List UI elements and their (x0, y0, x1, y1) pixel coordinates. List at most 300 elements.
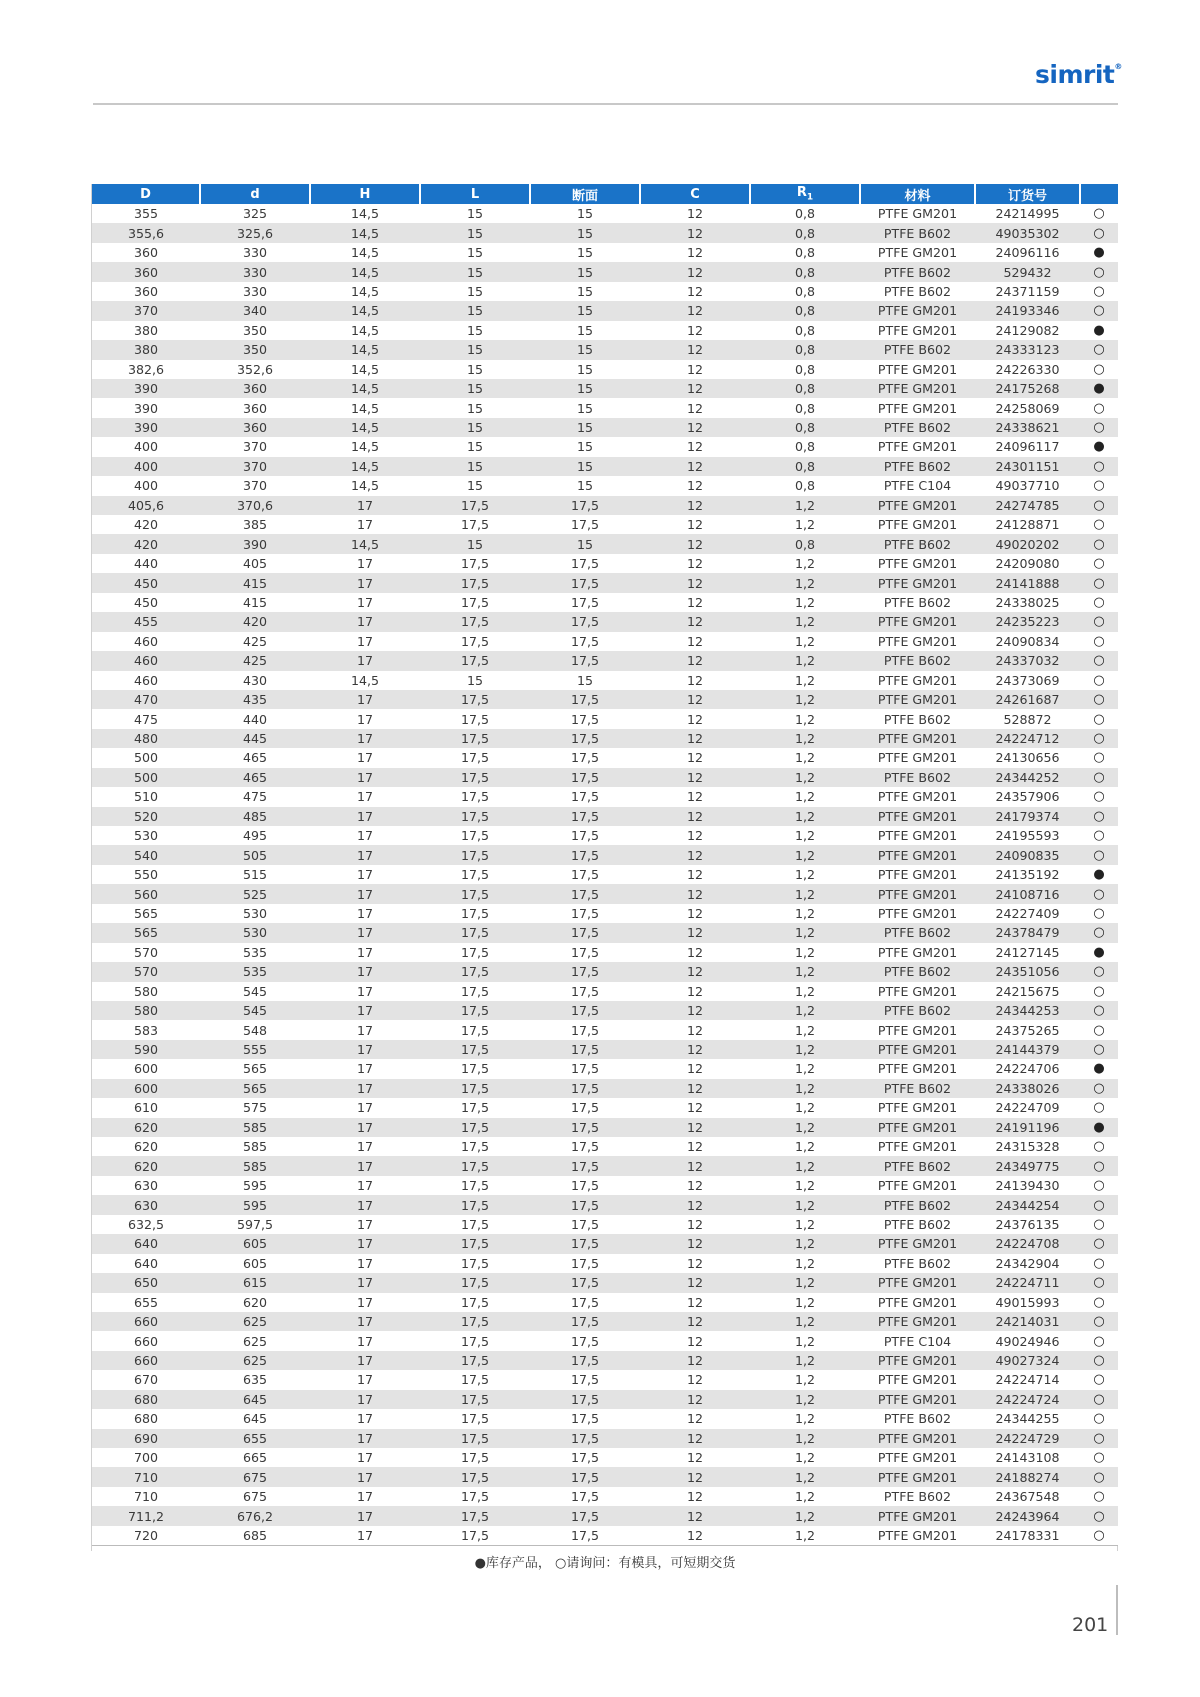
cell-L: 15 (420, 243, 530, 262)
cell-order-no: 24344255 (975, 1409, 1080, 1428)
cell-R1: 1,2 (750, 1156, 860, 1175)
cell-section: 17,5 (530, 515, 640, 534)
cell-D: 600 (92, 1079, 200, 1098)
cell-D: 632,5 (92, 1215, 200, 1234)
cell-D: 620 (92, 1118, 200, 1137)
cell-material: PTFE GM201 (860, 496, 975, 515)
cell-H: 17 (310, 1331, 420, 1350)
cell-R1: 0,8 (750, 437, 860, 456)
cell-d: 440 (200, 709, 310, 728)
table-row (92, 1098, 1118, 1117)
cell-D: 460 (92, 651, 200, 670)
cell-R1: 0,8 (750, 223, 860, 242)
cell-section: 17,5 (530, 1254, 640, 1273)
cell-D: 405,6 (92, 496, 200, 515)
cell-D: 550 (92, 865, 200, 884)
cell-H: 17 (310, 865, 420, 884)
cell-order-no: 24371159 (975, 282, 1080, 301)
cell-availability: ○ (1080, 1254, 1118, 1273)
cell-C: 12 (640, 437, 750, 456)
cell-d: 425 (200, 651, 310, 670)
cell-H: 14,5 (310, 534, 420, 553)
table-row (92, 1137, 1118, 1156)
cell-d: 625 (200, 1351, 310, 1370)
cell-d: 370 (200, 476, 310, 495)
cell-order-no: 24139430 (975, 1176, 1080, 1195)
col-header-order-no: 订货号 (975, 184, 1080, 204)
cell-L: 17,5 (420, 573, 530, 592)
cell-R1: 1,2 (750, 612, 860, 631)
cell-L: 17,5 (420, 1331, 530, 1350)
cell-section: 15 (530, 379, 640, 398)
cell-d: 445 (200, 729, 310, 748)
cell-section: 17,5 (530, 962, 640, 981)
cell-material: PTFE GM201 (860, 1098, 975, 1117)
cell-L: 15 (420, 457, 530, 476)
cell-section: 17,5 (530, 982, 640, 1001)
cell-L: 15 (420, 301, 530, 320)
cell-section: 17,5 (530, 943, 640, 962)
cell-order-no: 24351056 (975, 962, 1080, 981)
cell-D: 630 (92, 1176, 200, 1195)
table-row (92, 476, 1118, 495)
cell-R1: 1,2 (750, 671, 860, 690)
cell-H: 17 (310, 826, 420, 845)
cell-order-no: 24096116 (975, 243, 1080, 262)
table-row (92, 1079, 1118, 1098)
cell-H: 17 (310, 690, 420, 709)
cell-order-no: 49015993 (975, 1293, 1080, 1312)
cell-C: 12 (640, 1390, 750, 1409)
cell-D: 711,2 (92, 1506, 200, 1525)
cell-L: 15 (420, 340, 530, 359)
cell-d: 465 (200, 768, 310, 787)
cell-order-no: 24090834 (975, 632, 1080, 651)
cell-D: 460 (92, 632, 200, 651)
table-row (92, 651, 1118, 670)
cell-L: 17,5 (420, 1195, 530, 1214)
cell-R1: 1,2 (750, 1176, 860, 1195)
cell-section: 17,5 (530, 573, 640, 592)
cell-availability: ● (1080, 1059, 1118, 1078)
cell-D: 630 (92, 1195, 200, 1214)
cell-H: 17 (310, 554, 420, 573)
cell-material: PTFE C104 (860, 476, 975, 495)
cell-D: 360 (92, 282, 200, 301)
cell-H: 14,5 (310, 476, 420, 495)
cell-d: 330 (200, 262, 310, 281)
cell-R1: 1,2 (750, 1487, 860, 1506)
cell-D: 420 (92, 515, 200, 534)
cell-availability: ○ (1080, 1409, 1118, 1428)
cell-R1: 1,2 (750, 515, 860, 534)
cell-H: 17 (310, 729, 420, 748)
cell-L: 17,5 (420, 962, 530, 981)
cell-section: 15 (530, 360, 640, 379)
cell-section: 17,5 (530, 1215, 640, 1234)
cell-C: 12 (640, 651, 750, 670)
cell-L: 17,5 (420, 1409, 530, 1428)
cell-material: PTFE B602 (860, 1156, 975, 1175)
cell-D: 660 (92, 1312, 200, 1331)
cell-availability: ○ (1080, 612, 1118, 631)
cell-availability: ○ (1080, 826, 1118, 845)
cell-order-no: 24373069 (975, 671, 1080, 690)
cell-section: 17,5 (530, 1176, 640, 1195)
table-row (92, 1448, 1118, 1467)
table-body (92, 204, 1118, 1546)
cell-L: 17,5 (420, 1351, 530, 1370)
cell-section: 17,5 (530, 1118, 640, 1137)
table-row (92, 962, 1118, 981)
cell-material: PTFE GM201 (860, 301, 975, 320)
cell-section: 17,5 (530, 1156, 640, 1175)
cell-D: 360 (92, 243, 200, 262)
cell-material: PTFE GM201 (860, 1526, 975, 1546)
cell-order-no: 24144379 (975, 1040, 1080, 1059)
cell-d: 545 (200, 1001, 310, 1020)
table-row (92, 1195, 1118, 1214)
cell-H: 17 (310, 496, 420, 515)
cell-C: 12 (640, 1487, 750, 1506)
table-row (92, 204, 1118, 223)
cell-C: 12 (640, 1312, 750, 1331)
cell-material: PTFE B602 (860, 418, 975, 437)
cell-L: 17,5 (420, 1215, 530, 1234)
cell-d: 565 (200, 1059, 310, 1078)
cell-D: 590 (92, 1040, 200, 1059)
cell-D: 460 (92, 671, 200, 690)
cell-section: 17,5 (530, 496, 640, 515)
col-header-D: D (92, 184, 200, 204)
table-row (92, 1312, 1118, 1331)
cell-R1: 1,2 (750, 1059, 860, 1078)
table-row (92, 1254, 1118, 1273)
cell-order-no: 24215675 (975, 982, 1080, 1001)
cell-d: 475 (200, 787, 310, 806)
cell-R1: 1,2 (750, 807, 860, 826)
cell-section: 17,5 (530, 1448, 640, 1467)
cell-order-no: 24342904 (975, 1254, 1080, 1273)
cell-C: 12 (640, 1448, 750, 1467)
cell-d: 535 (200, 943, 310, 962)
cell-C: 12 (640, 1429, 750, 1448)
cell-availability: ○ (1080, 729, 1118, 748)
cell-R1: 1,2 (750, 1098, 860, 1117)
cell-L: 17,5 (420, 1526, 530, 1546)
cell-H: 17 (310, 1370, 420, 1389)
cell-H: 17 (310, 1118, 420, 1137)
cell-availability: ○ (1080, 884, 1118, 903)
cell-section: 15 (530, 398, 640, 417)
table-row (92, 262, 1118, 281)
cell-order-no: 24224712 (975, 729, 1080, 748)
cell-availability: ○ (1080, 923, 1118, 942)
cell-material: PTFE GM201 (860, 243, 975, 262)
cell-section: 15 (530, 340, 640, 359)
cell-C: 12 (640, 632, 750, 651)
cell-H: 14,5 (310, 301, 420, 320)
cell-R1: 0,8 (750, 262, 860, 281)
cell-C: 12 (640, 1118, 750, 1137)
cell-R1: 1,2 (750, 1001, 860, 1020)
table-row (92, 1409, 1118, 1428)
cell-D: 455 (92, 612, 200, 631)
cell-order-no: 24141888 (975, 573, 1080, 592)
cell-C: 12 (640, 573, 750, 592)
cell-D: 680 (92, 1390, 200, 1409)
table-row (92, 457, 1118, 476)
simrit-logo: simrit® (1035, 60, 1122, 89)
cell-H: 14,5 (310, 360, 420, 379)
table-row (92, 340, 1118, 359)
cell-section: 17,5 (530, 1467, 640, 1486)
cell-material: PTFE GM201 (860, 379, 975, 398)
cell-H: 17 (310, 612, 420, 631)
cell-availability: ● (1080, 1118, 1118, 1137)
cell-material: PTFE GM201 (860, 1137, 975, 1156)
cell-section: 17,5 (530, 690, 640, 709)
cell-availability: ○ (1080, 1331, 1118, 1350)
cell-d: 360 (200, 418, 310, 437)
cell-availability: ○ (1080, 1467, 1118, 1486)
cell-H: 17 (310, 1234, 420, 1253)
cell-material: PTFE B602 (860, 223, 975, 242)
cell-R1: 1,2 (750, 554, 860, 573)
cell-material: PTFE GM201 (860, 1176, 975, 1195)
cell-D: 510 (92, 787, 200, 806)
cell-D: 710 (92, 1487, 200, 1506)
cell-order-no: 529432 (975, 262, 1080, 281)
cell-D: 382,6 (92, 360, 200, 379)
cell-material: PTFE B602 (860, 1215, 975, 1234)
cell-d: 390 (200, 534, 310, 553)
cell-D: 540 (92, 845, 200, 864)
cell-C: 12 (640, 418, 750, 437)
cell-section: 17,5 (530, 865, 640, 884)
cell-C: 12 (640, 204, 750, 223)
cell-availability: ○ (1080, 534, 1118, 553)
cell-availability: ○ (1080, 340, 1118, 359)
cell-R1: 1,2 (750, 496, 860, 515)
cell-availability: ○ (1080, 476, 1118, 495)
cell-order-no: 24227409 (975, 904, 1080, 923)
cell-section: 17,5 (530, 1137, 640, 1156)
cell-d: 352,6 (200, 360, 310, 379)
cell-availability: ○ (1080, 845, 1118, 864)
table-row (92, 1429, 1118, 1448)
cell-availability: ○ (1080, 904, 1118, 923)
cell-C: 12 (640, 340, 750, 359)
cell-section: 17,5 (530, 1331, 640, 1350)
cell-H: 17 (310, 768, 420, 787)
table-row (92, 379, 1118, 398)
cell-L: 17,5 (420, 904, 530, 923)
cell-order-no: 49024946 (975, 1331, 1080, 1350)
cell-L: 17,5 (420, 1234, 530, 1253)
cell-section: 17,5 (530, 1079, 640, 1098)
cell-material: PTFE B602 (860, 534, 975, 553)
cell-H: 17 (310, 1312, 420, 1331)
cell-section: 17,5 (530, 826, 640, 845)
cell-L: 17,5 (420, 651, 530, 670)
cell-section: 17,5 (530, 729, 640, 748)
cell-L: 17,5 (420, 593, 530, 612)
cell-section: 17,5 (530, 1059, 640, 1078)
cell-R1: 1,2 (750, 1020, 860, 1039)
cell-material: PTFE GM201 (860, 204, 975, 223)
cell-R1: 0,8 (750, 476, 860, 495)
cell-D: 660 (92, 1331, 200, 1350)
cell-H: 17 (310, 943, 420, 962)
cell-order-no: 24338025 (975, 593, 1080, 612)
cell-material: PTFE GM201 (860, 904, 975, 923)
cell-R1: 1,2 (750, 845, 860, 864)
cell-order-no: 24337032 (975, 651, 1080, 670)
cell-section: 17,5 (530, 1001, 640, 1020)
cell-C: 12 (640, 515, 750, 534)
cell-order-no: 24344254 (975, 1195, 1080, 1214)
cell-d: 675 (200, 1487, 310, 1506)
cell-d: 325 (200, 204, 310, 223)
cell-R1: 1,2 (750, 826, 860, 845)
cell-order-no: 24128871 (975, 515, 1080, 534)
cell-section: 17,5 (530, 768, 640, 787)
cell-section: 17,5 (530, 884, 640, 903)
cell-availability: ○ (1080, 1001, 1118, 1020)
cell-L: 17,5 (420, 496, 530, 515)
table-row (92, 1467, 1118, 1486)
cell-order-no: 24179374 (975, 807, 1080, 826)
cell-R1: 1,2 (750, 1526, 860, 1546)
table-row (92, 223, 1118, 242)
cell-order-no: 24261687 (975, 690, 1080, 709)
cell-L: 17,5 (420, 1293, 530, 1312)
cell-availability: ○ (1080, 204, 1118, 223)
cell-section: 17,5 (530, 1409, 640, 1428)
cell-L: 17,5 (420, 515, 530, 534)
cell-d: 370 (200, 457, 310, 476)
cell-R1: 0,8 (750, 360, 860, 379)
cell-H: 17 (310, 1176, 420, 1195)
cell-availability: ○ (1080, 1137, 1118, 1156)
cell-order-no: 24195593 (975, 826, 1080, 845)
cell-d: 675 (200, 1467, 310, 1486)
cell-availability: ○ (1080, 1370, 1118, 1389)
cell-section: 17,5 (530, 923, 640, 942)
cell-d: 535 (200, 962, 310, 981)
table-row (92, 496, 1118, 515)
cell-H: 14,5 (310, 437, 420, 456)
cell-H: 17 (310, 1254, 420, 1273)
cell-section: 17,5 (530, 1487, 640, 1506)
cell-R1: 1,2 (750, 787, 860, 806)
cell-R1: 1,2 (750, 1312, 860, 1331)
cell-L: 15 (420, 398, 530, 417)
col-header-d: d (200, 184, 310, 204)
cell-L: 17,5 (420, 826, 530, 845)
cell-section: 17,5 (530, 1098, 640, 1117)
product-table (92, 184, 1118, 1546)
cell-H: 17 (310, 787, 420, 806)
legend: ●库存产品， ○请询问：有模具，可短期交货 (474, 1556, 736, 1571)
cell-section: 17,5 (530, 1234, 640, 1253)
cell-material: PTFE GM201 (860, 1370, 975, 1389)
cell-order-no: 24338621 (975, 418, 1080, 437)
cell-d: 565 (200, 1079, 310, 1098)
table-row (92, 904, 1118, 923)
cell-C: 12 (640, 845, 750, 864)
cell-D: 690 (92, 1429, 200, 1448)
cell-availability: ○ (1080, 554, 1118, 573)
cell-L: 17,5 (420, 1098, 530, 1117)
cell-C: 12 (640, 1254, 750, 1273)
cell-R1: 1,2 (750, 1215, 860, 1234)
cell-L: 17,5 (420, 1137, 530, 1156)
cell-material: PTFE GM201 (860, 787, 975, 806)
cell-material: PTFE GM201 (860, 1273, 975, 1292)
cell-C: 12 (640, 1001, 750, 1020)
table-row (92, 671, 1118, 690)
cell-availability: ○ (1080, 282, 1118, 301)
cell-H: 17 (310, 632, 420, 651)
cell-R1: 1,2 (750, 962, 860, 981)
cell-section: 17,5 (530, 1526, 640, 1546)
cell-order-no: 24333123 (975, 340, 1080, 359)
cell-section: 15 (530, 671, 640, 690)
cell-d: 370,6 (200, 496, 310, 515)
cell-material: PTFE GM201 (860, 1118, 975, 1137)
cell-order-no: 24224729 (975, 1429, 1080, 1448)
cell-C: 12 (640, 1137, 750, 1156)
cell-material: PTFE GM201 (860, 982, 975, 1001)
cell-order-no: 24135192 (975, 865, 1080, 884)
cell-section: 15 (530, 321, 640, 340)
table-row (92, 612, 1118, 631)
cell-L: 17,5 (420, 1390, 530, 1409)
cell-material: PTFE B602 (860, 282, 975, 301)
cell-D: 500 (92, 768, 200, 787)
cell-L: 15 (420, 476, 530, 495)
cell-C: 12 (640, 1526, 750, 1546)
cell-C: 12 (640, 826, 750, 845)
cell-material: PTFE B602 (860, 1409, 975, 1428)
cell-section: 17,5 (530, 1370, 640, 1389)
cell-C: 12 (640, 1079, 750, 1098)
cell-H: 14,5 (310, 243, 420, 262)
table-row (92, 1215, 1118, 1234)
cell-section: 17,5 (530, 904, 640, 923)
cell-D: 470 (92, 690, 200, 709)
page-number: 201 (1072, 1614, 1109, 1636)
cell-availability: ○ (1080, 1176, 1118, 1195)
cell-D: 400 (92, 476, 200, 495)
cell-availability: ○ (1080, 632, 1118, 651)
cell-C: 12 (640, 593, 750, 612)
cell-R1: 1,2 (750, 982, 860, 1001)
cell-R1: 1,2 (750, 651, 860, 670)
cell-D: 655 (92, 1293, 200, 1312)
cell-C: 12 (640, 1370, 750, 1389)
cell-d: 425 (200, 632, 310, 651)
cell-D: 400 (92, 457, 200, 476)
cell-L: 17,5 (420, 1273, 530, 1292)
cell-H: 17 (310, 1137, 420, 1156)
cell-section: 17,5 (530, 1351, 640, 1370)
cell-d: 415 (200, 593, 310, 612)
cell-L: 17,5 (420, 1059, 530, 1078)
cell-H: 17 (310, 1487, 420, 1506)
